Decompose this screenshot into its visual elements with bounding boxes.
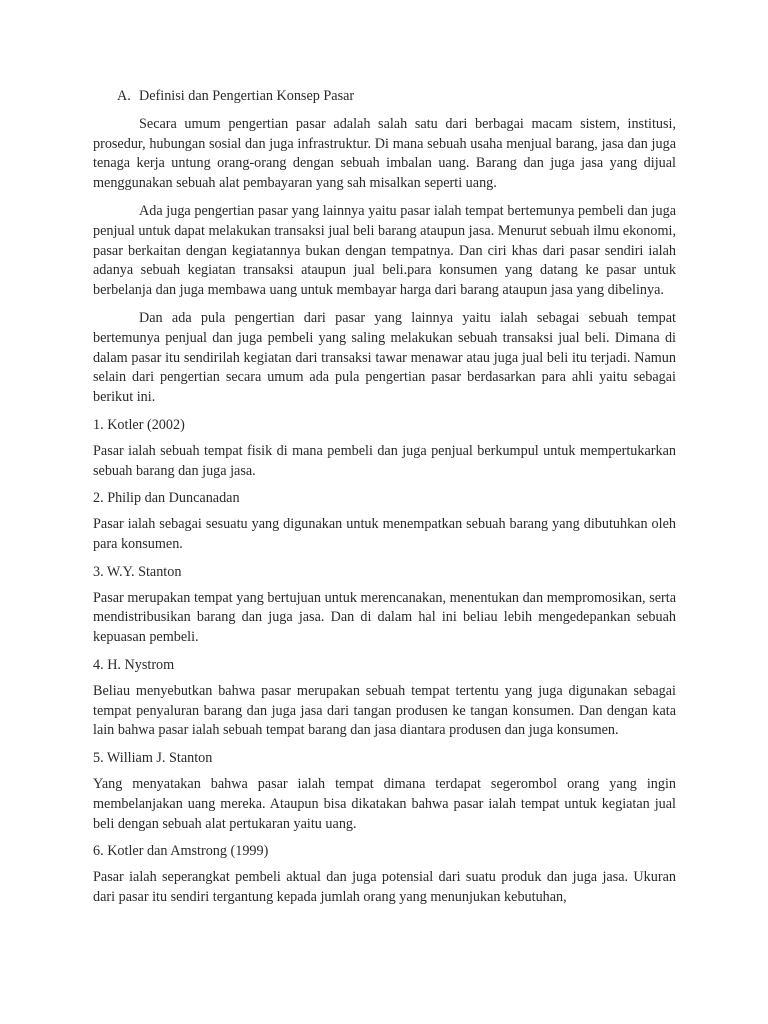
definition-title: 3. W.Y. Stanton <box>93 563 182 580</box>
paragraph-1: Secara umum pengertian pasar adalah salah satu dari berbagai macam sistem, institusi, prosedur, hubungan sosial dan juga infrastruktur. Di mana sebuah usaha menjual barang, jasa dan juga tenaga kerja untung orang-orang dengan sebuah imbalan uang. Barang dan juga jasa yang dijual menggunakan sebuah alat pembayaran yang sah misalkan seperti uang. <box>93 115 676 192</box>
definition-item-philip-duncanadan <box>93 489 676 554</box>
definition-item-h-nystrom <box>93 656 676 741</box>
paragraph-2: Ada juga pengertian pasar yang lainnya yaitu pasar ialah tempat bertemunya pembeli dan juga penjual untuk dapat melakukan transaksi jual beli barang ataupun jasa. Menurut sebuah ilmu ekonomi, pasar berkaitan dengan kegiatannya bukan dengan tempatnya. Dan ciri khas dari pasar sendiri ialah adanya sebuah kegiatan transaksi ataupun jual beli.para konsumen yang datang ke pasar untuk berbelanja dan juga membawa uang untuk membayar harga dari barang ataupun jasa yang dibelinya. <box>93 202 676 299</box>
section-heading <box>93 87 676 107</box>
definition-item-kotler-2002 <box>93 416 676 481</box>
document-body <box>93 87 676 916</box>
definition-item-william-j-stanton <box>93 749 676 834</box>
definition-text: Yang menyatakan bahwa pasar ialah tempat dimana terdapat segerombol orang yang ingin membelanjakan uang mereka. Ataupun bisa dikatakan bahwa pasar ialah tempat untuk kegiatan jual beli dengan sebuah alat pertukaran yaitu uang. <box>93 775 676 832</box>
definition-title: 1. Kotler (2002) <box>93 416 185 433</box>
definition-item-kotler-amstrong-1999 <box>93 842 676 907</box>
definition-text: Pasar ialah sebuah tempat fisik di mana pembeli dan juga penjual berkumpul untuk mempertukarkan sebuah barang dan juga jasa. <box>93 442 676 479</box>
section-letter: A. <box>117 88 131 104</box>
definition-text: Pasar merupakan tempat yang bertujuan untuk merencanakan, menentukan dan mempromosikan, serta mendistribusikan barang dan juga jasa. Dan di dalam hal ini beliau lebih mengedepankan sebuah kepuasan pembeli. <box>93 589 676 646</box>
definition-title: 2. Philip dan Duncanadan <box>93 490 240 507</box>
definition-text: Pasar ialah seperangkat pembeli aktual dan juga potensial dari suatu produk dan juga jasa. Ukuran dari pasar itu sendiri tergantung kepada jumlah orang yang menunjukan kebutuhan, <box>93 869 676 905</box>
definition-text: Pasar ialah sebagai sesuatu yang digunakan untuk menempatkan sebuah barang yang dibutuhkan oleh para konsumen. <box>93 516 676 552</box>
definition-title: 5. William J. Stanton <box>93 750 213 767</box>
definition-item-wy-stanton <box>93 563 676 648</box>
section-title: Definisi dan Pengertian Konsep Pasar <box>139 88 355 104</box>
definition-title: 4. H. Nystrom <box>93 656 175 673</box>
definition-text: Beliau menyebutkan bahwa pasar merupakan sebuah tempat tertentu yang juga digunakan sebagai tempat penyaluran barang dan juga jasa dari tangan produsen ke tangan konsumen. Dan dengan kata lain bahwa pasar ialah sebuah tempat barang dan jasa diantara produsen dan juga konsumen. <box>93 682 676 739</box>
paragraph-3: Dan ada pula pengertian dari pasar yang lainnya yaitu ialah sebagai sebuah tempat bertemunya penjual dan juga pembeli yang saling melakukan sebuah transaksi jual beli. Dimana di dalam pasar itu sendirilah kegiatan dari transaksi tawar menawar atau juga jual beli itu terjadi. Namun selain dari pengertian secara umum ada pula pengertian pasar berdasarkan para ahli yaitu sebagai berikut ini. <box>93 309 676 406</box>
definition-title: 6. Kotler dan Amstrong (1999) <box>93 843 269 860</box>
